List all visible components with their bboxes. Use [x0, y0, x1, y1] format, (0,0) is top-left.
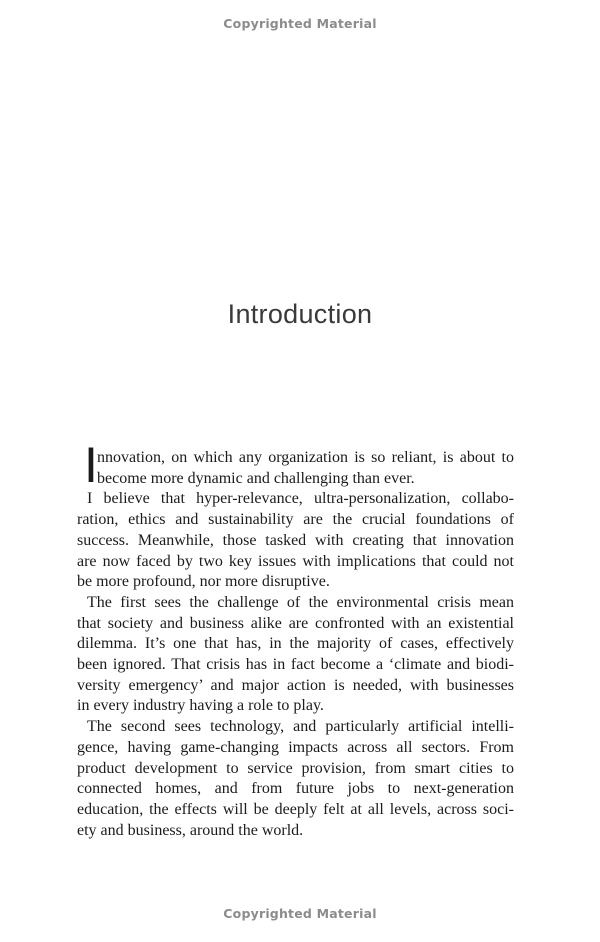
chapter-title: Introduction: [227, 299, 373, 329]
paragraph: [77, 489, 514, 593]
text-line: The second sees technology, and particularly artificial intelli-: [87, 718, 514, 736]
text-line: product development to service provision, from smart cities to: [77, 759, 514, 777]
body-text: [77, 437, 514, 841]
text-line: success. Meanwhile, those tasked with creating that innovation: [77, 531, 514, 549]
text-line: become more dynamic and challenging than ever.: [97, 469, 415, 487]
text-line: been ignored. That crisis has in fact become a ‘climate and biodi-: [77, 656, 514, 674]
dropcap-letter: I: [84, 437, 98, 493]
text-line: nnovation, on which any organization is so reliant, is about to: [97, 449, 514, 466]
text-line: education, the effects will be deeply felt at all levels, across soci-: [77, 800, 514, 818]
text-line: are now faced by two key issues with implications that could not: [77, 552, 514, 570]
paragraph: [77, 717, 514, 841]
text-line: ration, ethics and sustainability are the crucial foundations of: [77, 511, 514, 529]
text-line: versity emergency’ and major action is needed, with businesses: [77, 676, 514, 694]
text-line: ety and business, around the world.: [77, 821, 304, 839]
text-line: I believe that hyper-relevance, ultra-personalization, collabo-: [87, 490, 514, 508]
text-line: The first sees the challenge of the environmental crisis mean: [87, 593, 514, 611]
text-line: in every industry having a role to play.: [77, 697, 324, 715]
text-line: connected homes, and from future jobs to next-generation: [77, 780, 514, 798]
text-line: be more profound, nor more disruptive.: [77, 573, 330, 591]
text-line: that society and business alike are confronted with an existential: [77, 614, 514, 632]
footer-copyright-notice: Copyrighted Material: [223, 906, 377, 921]
paragraph: [77, 437, 514, 493]
text-line: gence, having game-changing impacts across all sectors. From: [77, 738, 514, 756]
text-line: dilemma. It’s one that has, in the majority of cases, effectively: [77, 635, 514, 653]
paragraph: [77, 593, 514, 717]
header-copyright-notice: Copyrighted Material: [223, 16, 377, 31]
